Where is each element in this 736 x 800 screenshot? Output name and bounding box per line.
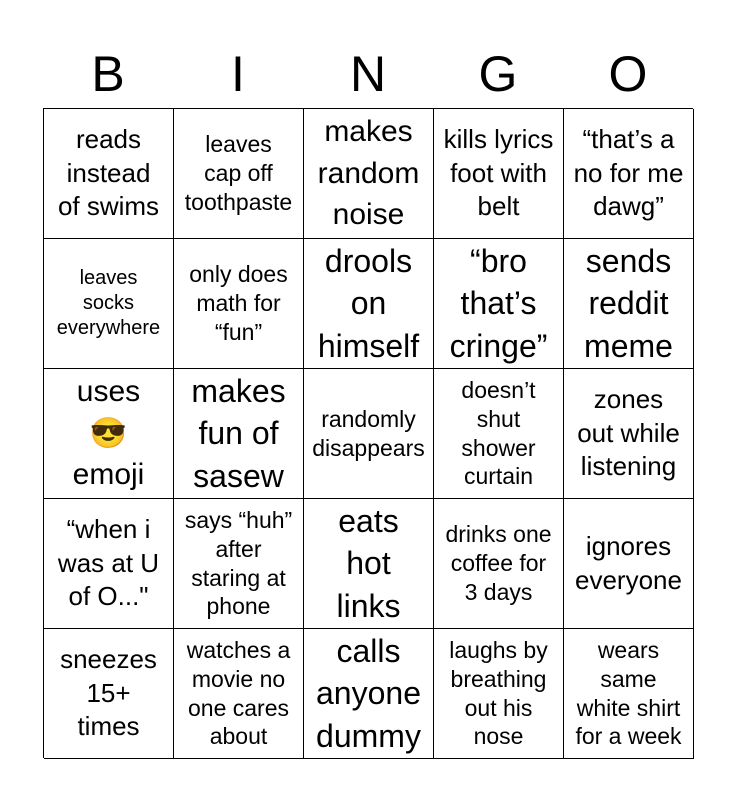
bingo-header (43, 40, 693, 108)
bingo-cell[interactable]: drools on himself (304, 239, 434, 369)
header-letter-o: O (608, 46, 648, 102)
bingo-cell[interactable]: leaves cap off toothpaste (174, 109, 304, 239)
bingo-cell[interactable]: randomly disappears (304, 369, 434, 499)
bingo-cell[interactable]: ignores everyone (564, 499, 694, 629)
bingo-cell[interactable]: says “huh” after staring at phone (174, 499, 304, 629)
bingo-cell[interactable]: reads instead of swims (44, 109, 174, 239)
bingo-cell[interactable]: leaves socks everywhere (44, 239, 174, 369)
bingo-cell[interactable]: only does math for “fun” (174, 239, 304, 369)
bingo-cell[interactable]: kills lyrics foot with belt (434, 109, 564, 239)
header-letter-i: I (231, 46, 245, 102)
bingo-cell[interactable]: zones out while listening (564, 369, 694, 499)
header-letter-b: B (91, 46, 125, 102)
bingo-cell[interactable]: “when i was at U of O..." (44, 499, 174, 629)
bingo-cell[interactable]: sends reddit meme (564, 239, 694, 369)
bingo-cell[interactable]: calls anyone dummy (304, 629, 434, 759)
bingo-cell[interactable]: drinks one coffee for 3 days (434, 499, 564, 629)
bingo-cell[interactable]: makes random noise (304, 109, 434, 239)
header-letter-g: G (478, 46, 518, 102)
bingo-grid (43, 108, 693, 758)
bingo-cell[interactable]: uses 😎 emoji (44, 369, 174, 499)
bingo-cell[interactable]: eats hot links (304, 499, 434, 629)
header-letter-n: N (349, 46, 387, 102)
bingo-cell[interactable]: sneezes 15+ times (44, 629, 174, 759)
bingo-cell[interactable]: doesn’t shut shower curtain (434, 369, 564, 499)
bingo-cell[interactable]: makes fun of sasew (174, 369, 304, 499)
bingo-cell[interactable]: “that’s a no for me dawg” (564, 109, 694, 239)
bingo-cell[interactable]: watches a movie no one cares about (174, 629, 304, 759)
bingo-cell[interactable]: wears same white shirt for a week (564, 629, 694, 759)
bingo-cell[interactable]: “bro that’s cringe” (434, 239, 564, 369)
bingo-cell[interactable]: laughs by breathing out his nose (434, 629, 564, 759)
